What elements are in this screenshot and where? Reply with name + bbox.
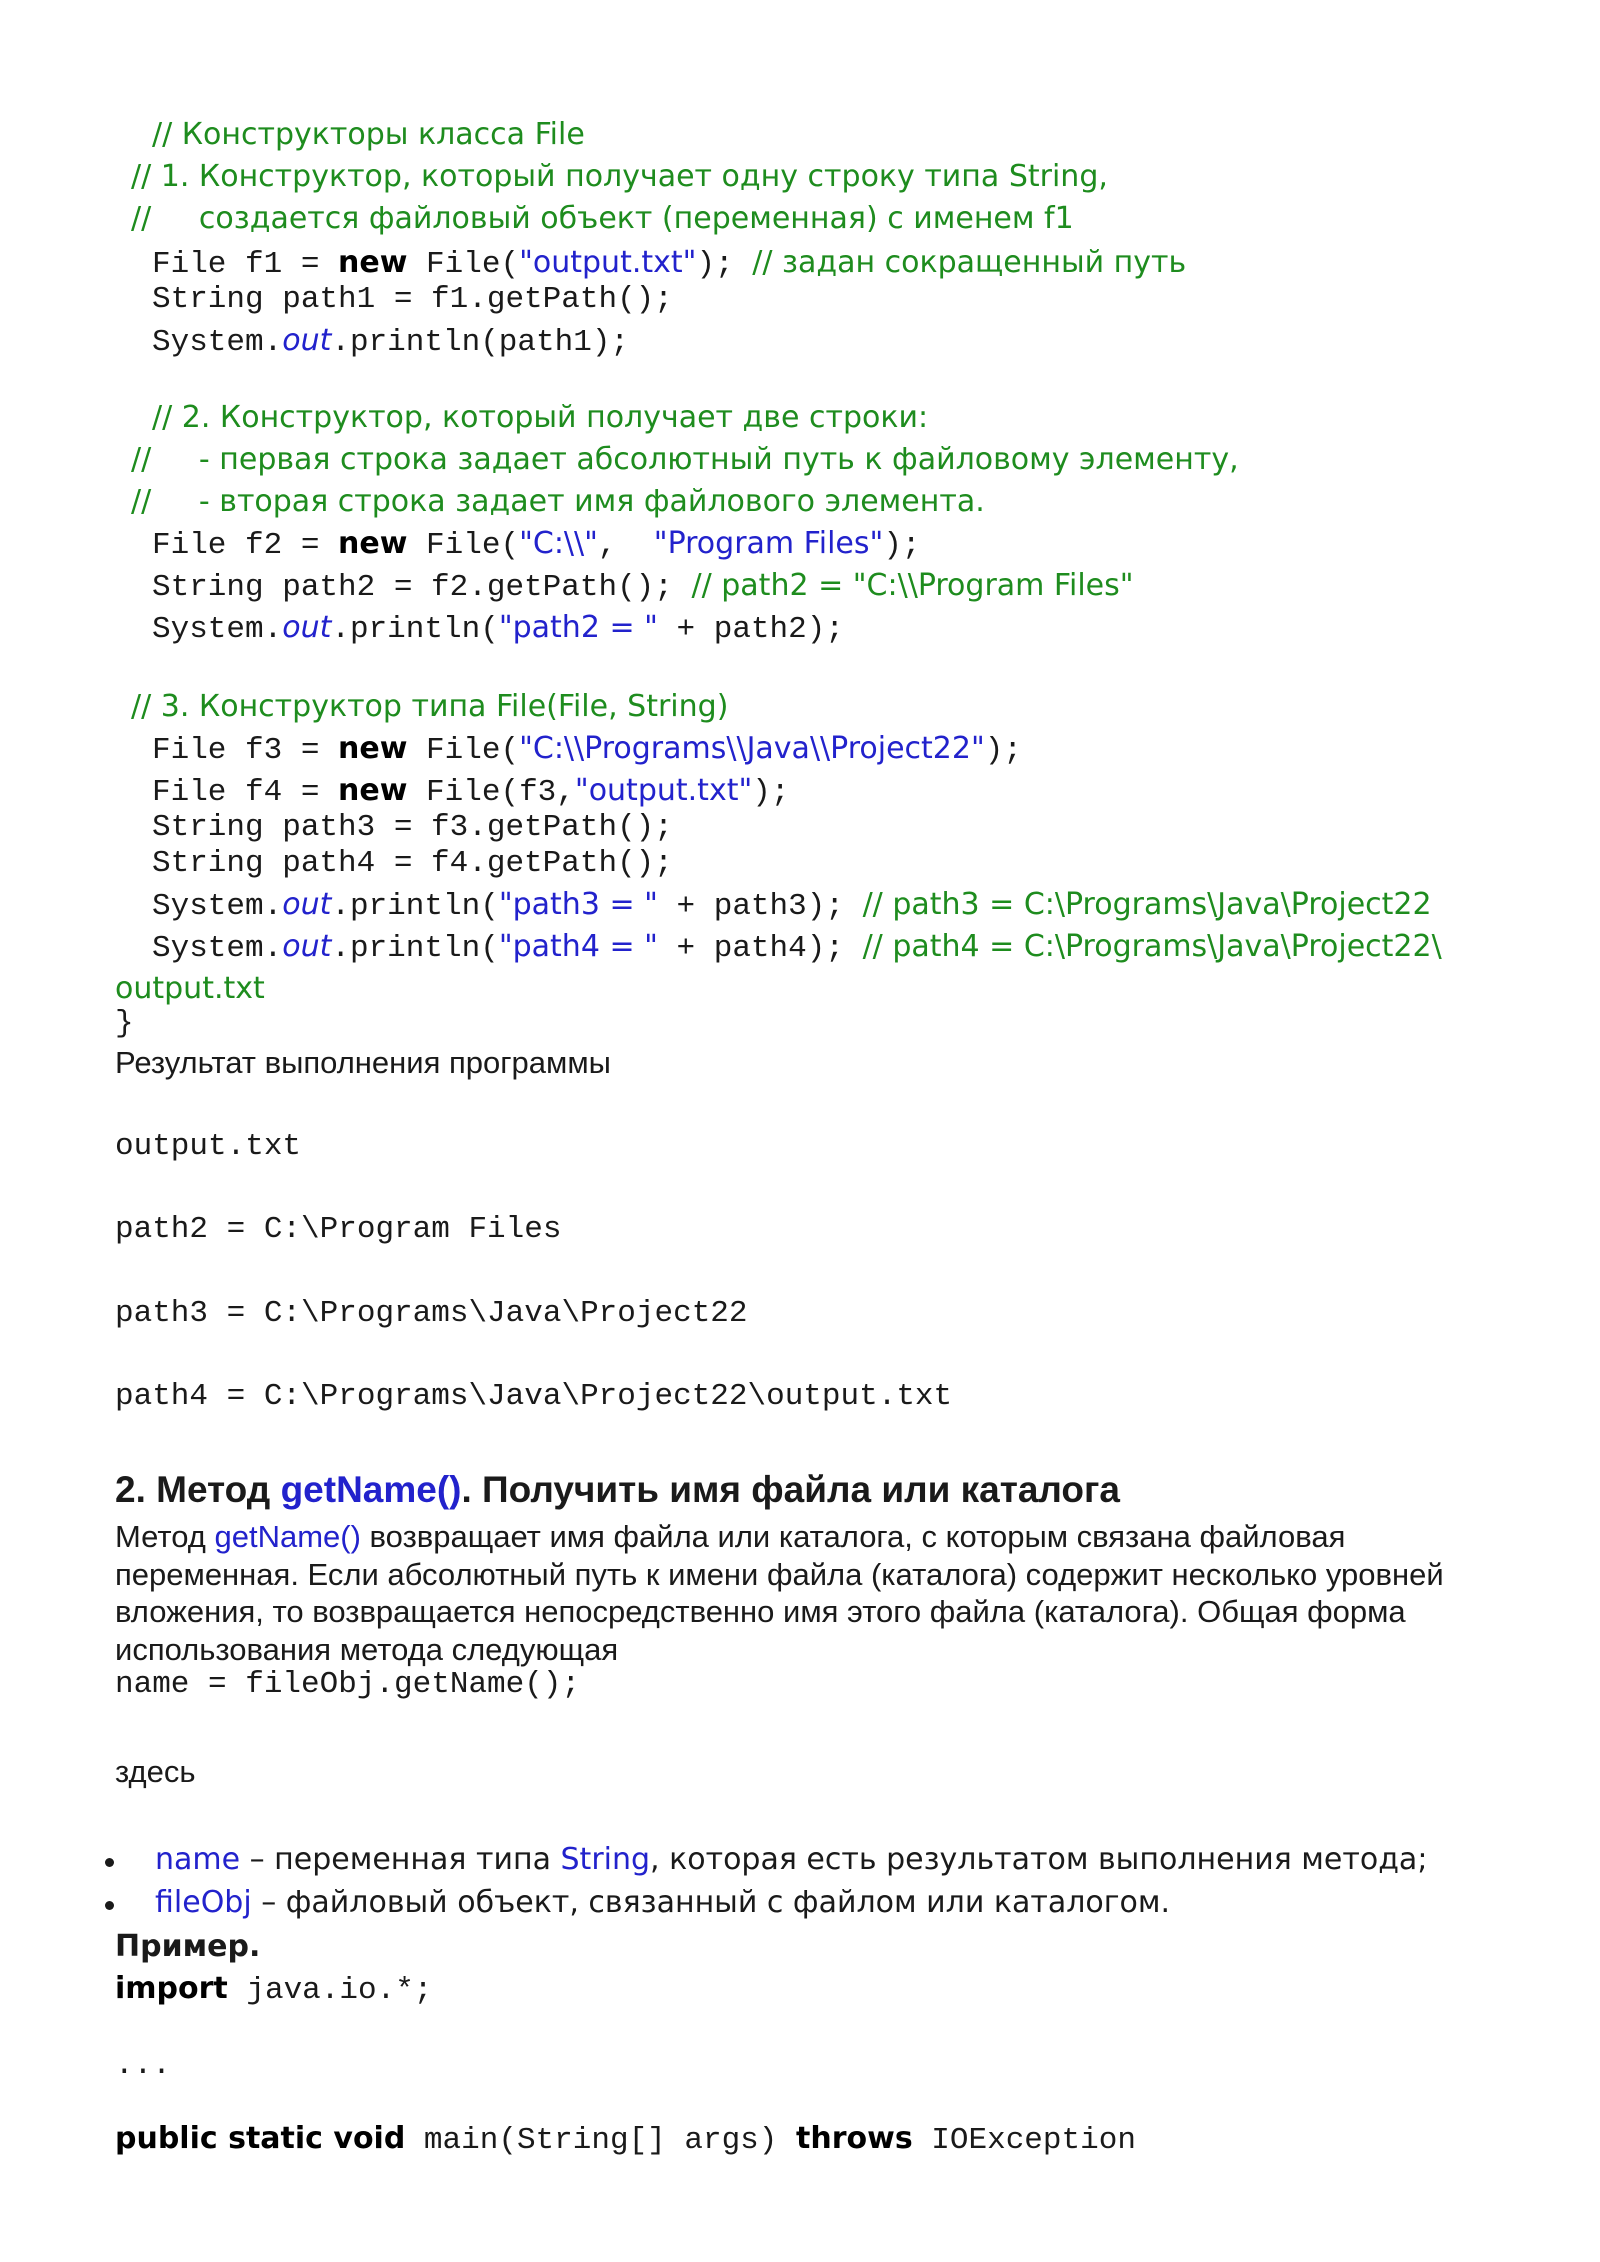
code-line: System.out.println("path2 = " + path2);: [152, 610, 844, 647]
paragraph-line: переменная. Если абсолютный путь к имени файла (каталога) содержит несколько уровней: [115, 1557, 1444, 1592]
method-link[interactable]: getName(): [280, 1469, 462, 1510]
code-comment: // - вторая строка задает имя файлового элемента.: [131, 484, 985, 519]
example-label: Пример.: [115, 1929, 261, 1964]
code-line: System.out.println(path1);: [152, 323, 630, 360]
list-item: name – переменная типа String, которая есть результатом выполнения метода;: [155, 1842, 1428, 1877]
code-line: String path3 = f3.getPath();: [152, 810, 673, 845]
code-line: public static void main(String[] args) throws IOException: [115, 2121, 1136, 2158]
code-line: System.out.println("path3 = " + path3); // path3 = C:\Programs\Java\Project22: [152, 887, 1432, 924]
bullet-dot: [105, 1901, 114, 1910]
result-line: path3 = C:\Programs\Java\Project22: [115, 1296, 748, 1331]
code-comment: // 3. Конструктор типа File(File, String): [131, 689, 729, 724]
code-comment: // 2. Конструктор, который получает две строки:: [152, 400, 929, 435]
code-line: File f4 = new File(f3,"output.txt");: [152, 773, 790, 810]
paragraph-line: вложения, то возвращается непосредственно имя этого файла (каталога). Общая форма: [115, 1594, 1406, 1629]
code-line: File f2 = new File("C:\\", "Program Files");: [152, 526, 921, 563]
code-line: File f1 = new File("output.txt"); // задан сокращенный путь: [152, 245, 1187, 282]
code-comment: // - первая строка задает абсолютный путь к файловому элементу,: [131, 442, 1239, 477]
code-line: String path2 = f2.getPath(); // path2 = "C:\\Program Files": [152, 568, 1134, 605]
result-label: Результат выполнения программы: [115, 1045, 611, 1080]
code-line: File f3 = new File("C:\\Programs\\Java\\Project22");: [152, 731, 1022, 768]
code-line: String path4 = f4.getPath();: [152, 846, 673, 881]
bullet-dot: [105, 1858, 114, 1867]
code-comment: output.txt: [115, 971, 265, 1006]
code-comment: // Конструкторы класса File: [152, 117, 585, 152]
result-line: output.txt: [115, 1129, 302, 1164]
code-line: }: [115, 1006, 134, 1041]
code-line: ...: [115, 2048, 171, 2083]
list-item: fileObj – файловый объект, связанный с файлом или каталогом.: [155, 1885, 1171, 1920]
code-line: import java.io.*;: [115, 1971, 433, 2008]
paragraph-line: использования метода следующая: [115, 1632, 619, 1667]
section-heading: 2. Метод getName(). Получить имя файла или каталога: [115, 1469, 1121, 1510]
method-link[interactable]: getName(): [214, 1519, 361, 1554]
paragraph-line: Метод getName() возвращает имя файла или каталога, с которым связана файловая: [115, 1519, 1346, 1554]
paragraph-line: здесь: [115, 1754, 196, 1789]
result-line: path2 = C:\Program Files: [115, 1212, 562, 1247]
code-line: String path1 = f1.getPath();: [152, 282, 673, 317]
code-line: name = fileObj.getName();: [115, 1667, 581, 1702]
code-comment: // 1. Конструктор, который получает одну строку типа String,: [131, 159, 1108, 194]
code-comment: // создается файловый объект (переменная) с именем f1: [131, 201, 1074, 236]
code-line: System.out.println("path4 = " + path4); // path4 = C:\Programs\Java\Project22\: [152, 929, 1442, 966]
result-line: path4 = C:\Programs\Java\Project22\output.txt: [115, 1379, 953, 1414]
